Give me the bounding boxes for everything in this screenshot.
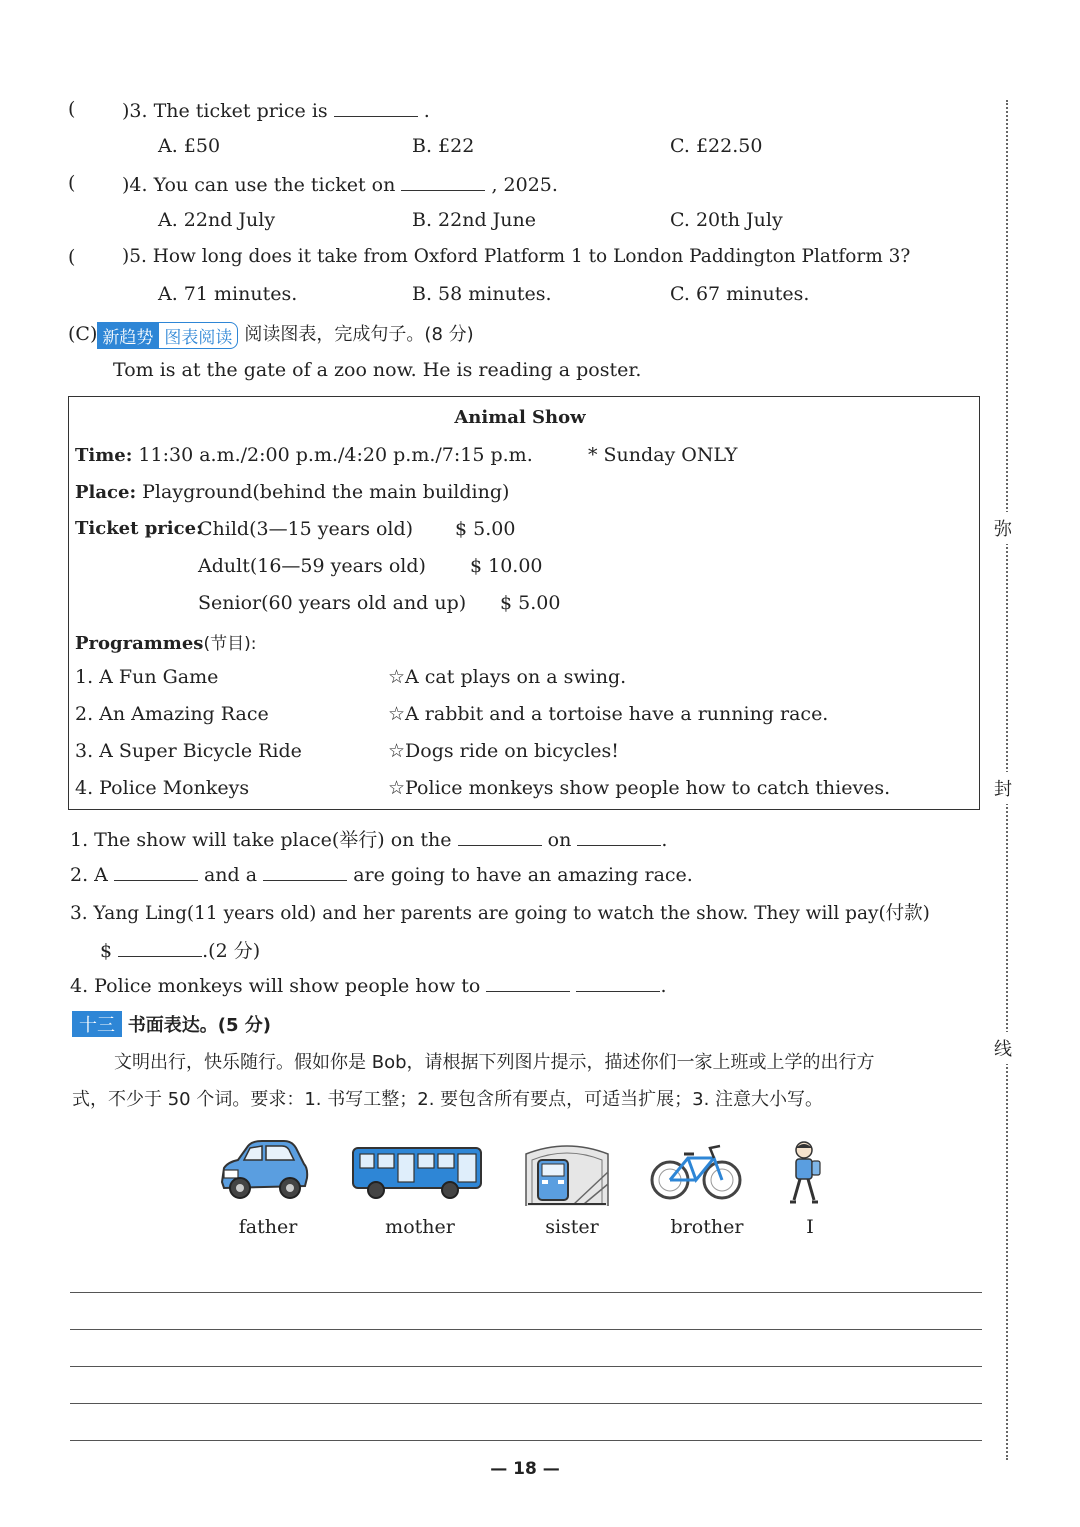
bus-icon: [350, 1144, 486, 1200]
programme-1-name: 1. A Fun Game: [75, 666, 219, 688]
price-senior-who: Senior(60 years old and up): [198, 592, 467, 614]
q4-paren: (: [68, 172, 76, 194]
question-4: [122, 172, 558, 196]
programme-3-name: 3. A Super Bicycle Ride: [75, 740, 302, 762]
programmes-heading: [75, 629, 256, 654]
writing-line[interactable]: [70, 1329, 982, 1330]
fill-q4-text-a: 4. Police monkeys will show people how to: [70, 975, 481, 997]
caption-father: father: [238, 1216, 298, 1238]
q4-num: )4.: [122, 174, 148, 196]
q4-option-b: B. 22nd June: [412, 209, 536, 231]
question-5: [122, 246, 910, 267]
section-13-line2: 式，不少于 50 个词。要求：1. 书写工整；2. 要包含所有要点，可适当扩展；3. 注意大小写。: [72, 1089, 824, 1110]
price-label: Ticket price:: [75, 518, 203, 539]
time-value: 11:30 a.m./2:00 p.m./4:20 p.m./7:15 p.m.: [138, 444, 533, 466]
fill-q1-blank-1[interactable]: [458, 827, 542, 846]
price-adult: $ 10.00: [470, 555, 543, 577]
fill-q3-blank[interactable]: [118, 938, 202, 957]
fill-question-2: [70, 862, 693, 886]
q3-answer-blank[interactable]: [334, 98, 418, 117]
cut-mark-mi: 弥: [994, 512, 1012, 544]
fill-q4-end: .: [660, 975, 667, 997]
caption-i: I: [806, 1216, 814, 1238]
writing-line[interactable]: [70, 1292, 982, 1293]
fill-q3-line1: 3. Yang Ling(11 years old) and her parents are going to watch the show. They will pay(付款): [70, 903, 930, 924]
q5-option-a: A. 71 minutes.: [158, 283, 298, 305]
price-senior: $ 5.00: [500, 592, 561, 614]
fill-question-3-answer: [100, 936, 260, 963]
fill-q1-blank-2[interactable]: [577, 827, 661, 846]
place-label: Place:: [75, 482, 137, 503]
page-number: — 18 —: [490, 1459, 560, 1479]
caption-brother: brother: [670, 1216, 744, 1238]
section-13-num: 十三: [72, 1011, 122, 1037]
q5-option-c: C. 67 minutes.: [670, 283, 810, 305]
section-c-label: (C): [68, 323, 98, 345]
price-adult-who: Adult(16—59 years old): [198, 555, 426, 577]
q3-paren: (: [68, 98, 76, 120]
caption-sister: sister: [545, 1216, 599, 1238]
fill-q4-blank-1[interactable]: [486, 973, 570, 992]
fill-q1-end: .: [661, 829, 668, 851]
q4-text: You can use the ticket on: [153, 174, 396, 196]
programme-2-desc: ☆A rabbit and a tortoise have a running race.: [388, 703, 829, 725]
q4-option-a: A. 22nd July: [158, 209, 276, 231]
cut-mark-feng: 封: [994, 772, 1012, 804]
section-13-line1: 文明出行，快乐随行。假如你是 Bob，请根据下列图片提示，描述你们一家上班或上学的出行方: [114, 1052, 875, 1073]
fill-q4-blank-2[interactable]: [576, 973, 660, 992]
price-child: $ 5.00: [455, 518, 516, 540]
fill-q2-text-b: and a: [203, 864, 258, 886]
time-label: Time:: [75, 445, 133, 466]
poster-title: Animal Show: [454, 407, 586, 428]
writing-line[interactable]: [70, 1440, 982, 1441]
section-c-heading: [68, 320, 474, 349]
price-child-who: Child(3—15 years old): [198, 518, 414, 540]
fill-q2-text-c: are going to have an amazing race.: [353, 864, 693, 886]
fill-q1-text-a: 1. The show will take place(举行) on the: [70, 829, 452, 851]
walking-boy-icon: [786, 1140, 826, 1214]
section-13-title: 书面表达。(5 分): [127, 1015, 271, 1036]
bicycle-icon: [648, 1142, 744, 1202]
question-3: [122, 98, 430, 122]
poster-time-row: [75, 444, 533, 466]
q3-text: The ticket price is: [153, 100, 328, 122]
chart-reading-tag: 图表阅读: [158, 322, 238, 349]
q5-text: How long does it take from Oxford Platform 1 to London Paddington Platform 3?: [152, 246, 911, 267]
time-note: * Sunday ONLY: [588, 444, 738, 466]
writing-line[interactable]: [70, 1403, 982, 1404]
section-13-heading: [72, 1011, 271, 1037]
q5-paren: (: [68, 246, 76, 268]
q4-option-c: C. 20th July: [670, 209, 783, 231]
section-c-instruction: 阅读图表，完成句子。(8 分): [244, 324, 474, 345]
cut-mark-xian: 线: [994, 1032, 1012, 1064]
q5-num: )5.: [122, 246, 147, 267]
programme-3-desc: ☆Dogs ride on bicycles!: [388, 740, 619, 762]
new-trend-tag: 新趋势: [97, 322, 158, 349]
fill-q2-blank-1[interactable]: [114, 862, 198, 881]
q3-end: .: [423, 100, 430, 122]
q5-option-b: B. 58 minutes.: [412, 283, 552, 305]
q4-answer-blank[interactable]: [401, 172, 485, 191]
subway-icon: [524, 1144, 610, 1208]
programme-4-name: 4. Police Monkeys: [75, 777, 250, 799]
poster-place-row: [75, 481, 509, 503]
programme-1-desc: ☆A cat plays on a swing.: [388, 666, 627, 688]
fill-q2-blank-2[interactable]: [263, 862, 347, 881]
programme-2-name: 2. An Amazing Race: [75, 703, 269, 725]
q4-end: , 2025.: [491, 174, 558, 196]
car-icon: [218, 1138, 310, 1204]
fill-question-4: [70, 973, 667, 997]
q3-option-a: A. £50: [158, 135, 221, 157]
q3-num: )3.: [122, 100, 148, 122]
fill-q3-end: .(2 分): [202, 940, 261, 962]
programme-4-desc: ☆Police monkeys show people how to catch thieves.: [388, 777, 891, 799]
place-value: Playground(behind the main building): [142, 481, 510, 503]
section-c-intro: Tom is at the gate of a zoo now. He is reading a poster.: [113, 359, 642, 381]
q3-option-b: B. £22: [412, 135, 475, 157]
fill-q2-text-a: 2. A: [70, 864, 108, 886]
fill-q3-dollar: $: [100, 940, 113, 962]
writing-line[interactable]: [70, 1366, 982, 1367]
fill-q1-text-b: on: [547, 829, 572, 851]
caption-mother: mother: [385, 1216, 455, 1238]
fill-question-1: [70, 825, 667, 852]
q3-option-c: C. £22.50: [670, 135, 763, 157]
programmes-cn: (节目):: [203, 634, 257, 654]
programmes-label: Programmes: [75, 633, 204, 654]
